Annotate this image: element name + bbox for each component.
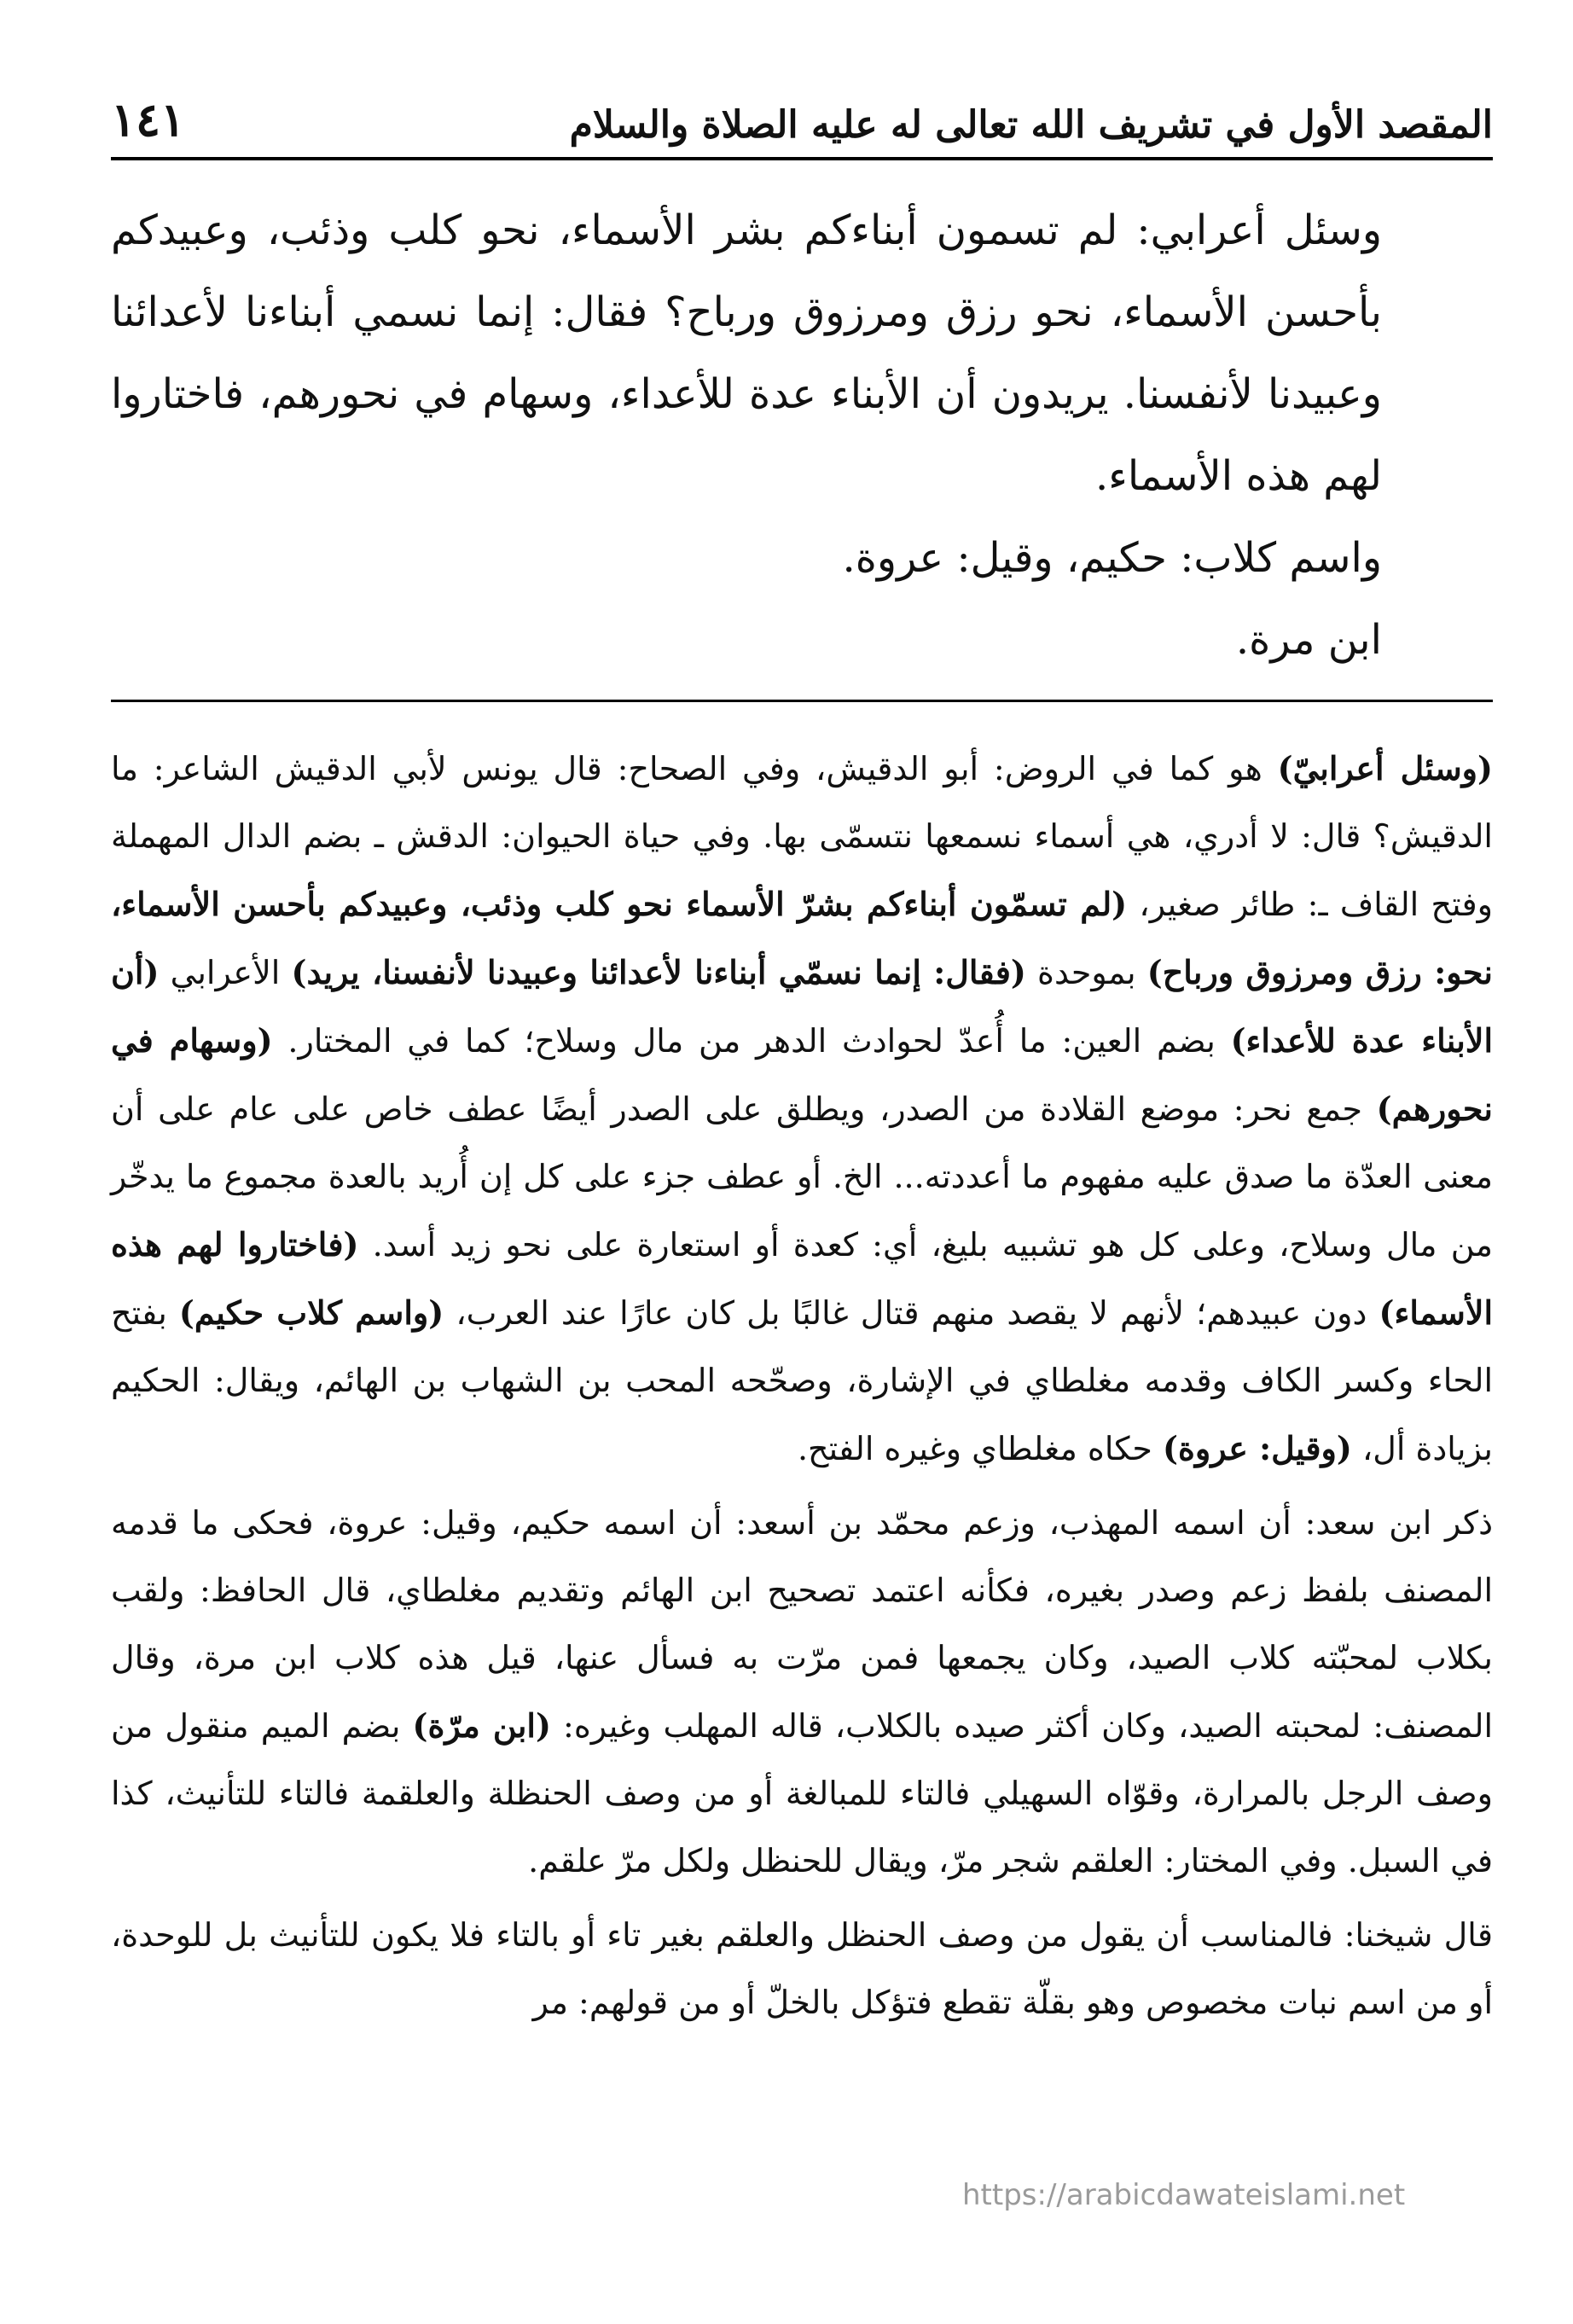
commentary-paragraph	[111, 735, 1493, 1483]
commentary-text: ذكر ابن سعد: أن اسمه المهذب، وزعم محمّد بن أسعد: أن اسمه حكيم، وقيل: عروة، فحكى ما قدمه المصنف بلفظ زعم وصدر بغيره، فكأنه اعتمد تصحيح ابن الهائم وتقديم مغلطاي، قال الحافظ: ولقب بكلاب لمحبّته كلاب الصيد، وكان يجمعها فمن مرّت به فسأل عنها، قيل هذه كلاب ابن مرة، وقال المصنف: لمحبته الصيد، وكان أكثر صيده بالكلاب، قاله المهلب وغيره:	[111, 1504, 1493, 1745]
quoted-matn: (فقال: إنما نسمّي أبناءنا لأعدائنا وعبيدنا لأنفسنا، يريد)	[291, 953, 1026, 991]
commentary-text: بموحدة	[1025, 954, 1147, 991]
commentary-text: بضم العين: ما أُعدّ لحوادث الدهر من مال وسلاح؛ كما في المختار.	[272, 1022, 1231, 1060]
commentary-text: حكاه مغلطاي وغيره الفتح.	[797, 1430, 1163, 1467]
quoted-matn: (أن الأبناء عدة للأعداء)	[111, 953, 1494, 1060]
commentary-paragraph	[111, 1902, 1493, 2036]
commentary-text: الأعرابي	[159, 954, 292, 991]
quoted-matn: (وسئل أعرابيّ)	[1277, 749, 1493, 787]
main-paragraph: وسئل أعرابي: لم تسمون أبناءكم بشر الأسماء، نحو كلب وذئب، وعبيدكم بأحسن الأسماء، نحو رزق ومرزوق ورباح؟ فقال: إنما نسمي أبناءنا لأعدائنا وعبيدنا لأنفسنا. يريدون أن الأبناء عدة للأعداء، وسهام في نحورهم، فاختاروا لهم هذه الأسماء.	[111, 206, 1383, 500]
commentary-text: بضم الميم منقول من وصف الرجل بالمرارة، وقوّاه السهيلي فالتاء للمبالغة أو من وصف الحنظلة والعلقمة فالتاء للتأنيث، كذا في السبل. وفي المختار: العلقم شجر مرّ، ويقال للحنظل ولكل مرّ علقم.	[111, 1707, 1493, 1880]
quoted-matn: (فاختاروا لهم هذه الأسماء)	[111, 1225, 1494, 1332]
main-paragraph: ابن مرة.	[1235, 616, 1382, 664]
quoted-matn: (واسم كلاب حكيم)	[178, 1293, 444, 1332]
running-title: المقصد الأول في تشريف الله تعالى له عليه الصلاة والسلام	[569, 103, 1493, 147]
commentary-paragraph	[111, 1490, 1493, 1895]
footnote-divider	[111, 700, 1493, 702]
running-header	[111, 85, 1493, 160]
commentary-text: جمع نحر: موضع القلادة من الصدر، ويطلق على الصدر أيضًا عطف خاص على عام على أن معنى العدّة ما صدق عليه مفهوم ما أعددته... الخ. أو عطف جزء على كل إن أُريد بالعدة مجموع ما يدخّر من مال وسلاح، وعلى كل هو تشبيه بليغ، أي: كعدة أو استعارة على نحو زيد أسد.	[111, 1090, 1493, 1264]
commentary-text: دون عبيدهم؛ لأنهم لا يقصد منهم قتال غالبًا بل كان عارًا عند العرب،	[444, 1294, 1379, 1332]
commentary-text: هو كما في الروض: أبو الدقيش، وفي الصحاح: قال يونس لأبي الدقيش الشاعر: ما الدقيش؟ قال: لا أدري، هي أسماء نسمعها نتسمّى بها. وفي حياة الحيوان: الدقش ـ بضم الدال المهملة وفتح القاف ـ: طائر صغير،	[111, 750, 1493, 923]
quoted-matn: (وسهام في نحورهم)	[111, 1021, 1493, 1128]
watermark-url: https://arabicdawateislami.net	[962, 2178, 1406, 2212]
commentary	[111, 735, 1493, 2036]
main-paragraph: واسم كلاب: حكيم، وقيل: عروة.	[842, 534, 1382, 582]
commentary-text: بفتح الحاء وكسر الكاف وقدمه مغلطاي في الإشارة، وصحّحه المحب بن الشهاب بن الهائم، ويقال: الحكيم بزيادة أل،	[111, 1294, 1493, 1467]
commentary-text: قال شيخنا: فالمناسب أن يقول من وصف الحنظل والعلقم بغير تاء أو بالتاء فلا يكون للتأنيث بل للوحدة، أو من اسم نبات مخصوص وهو بقلّة تقطع فتؤكل بالخلّ أو من قولهم: مر	[111, 1916, 1493, 2021]
page-number: ١٤١	[111, 92, 186, 147]
quoted-matn: (ابن مرّة)	[412, 1706, 551, 1745]
book-page	[111, 85, 1493, 2043]
main-text	[111, 189, 1493, 681]
quoted-matn: (لم تسمّون أبناءكم بشرّ الأسماء نحو كلب وذئب، وعبيدكم بأحسن الأسماء، نحو: رزق ومرزوق ورباح)	[111, 885, 1494, 991]
quoted-matn: (وقيل: عروة)	[1162, 1429, 1352, 1467]
